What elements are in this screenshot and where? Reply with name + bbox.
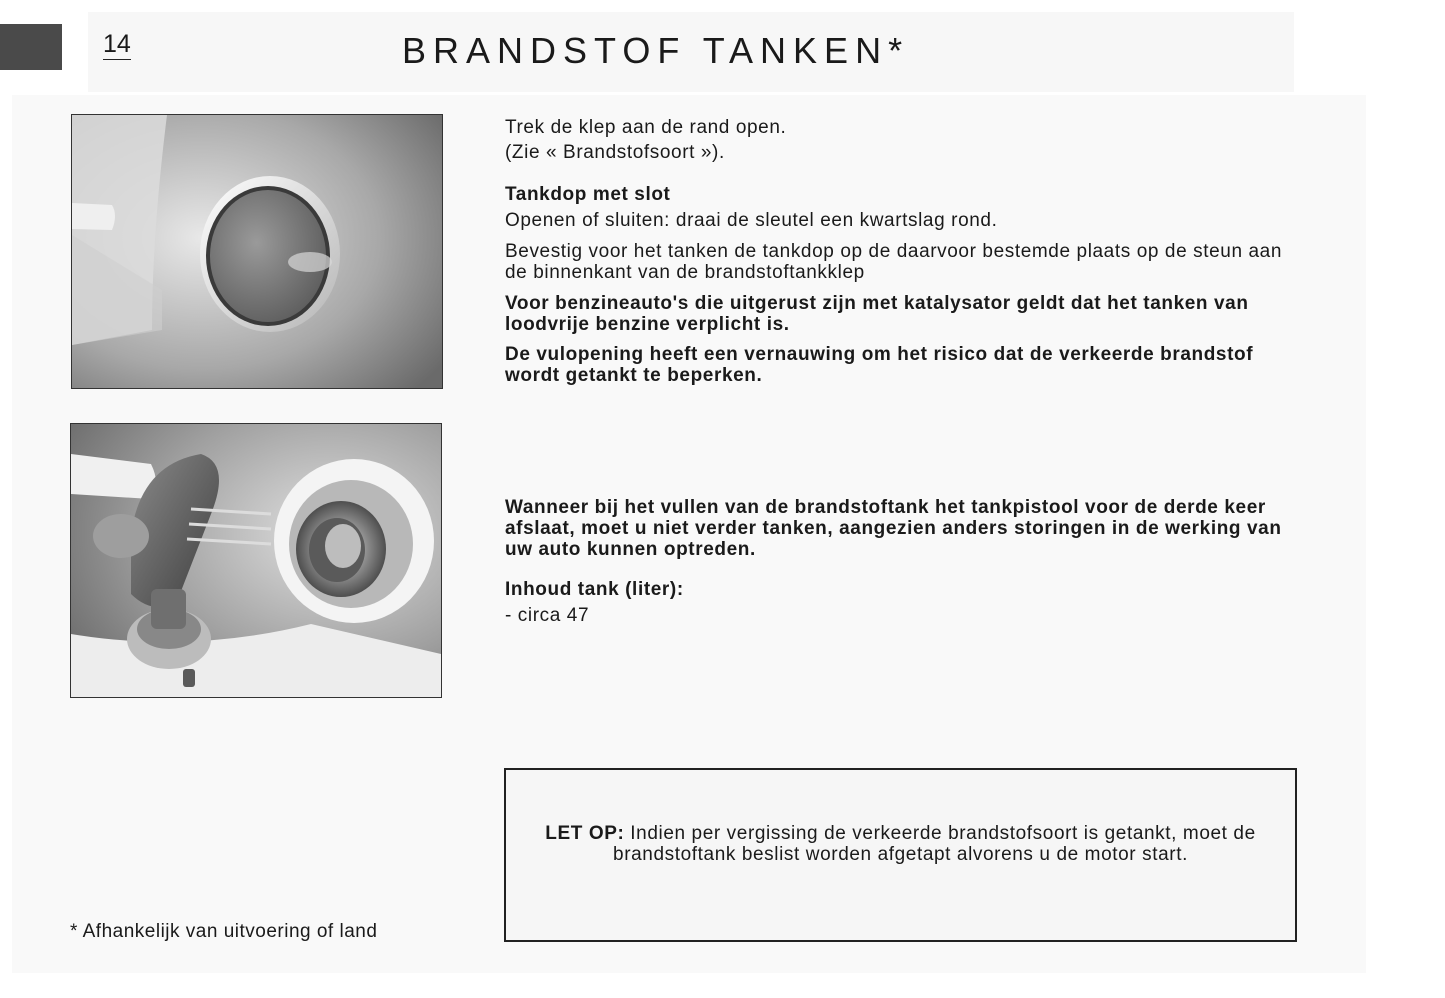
caution-label: LET OP: xyxy=(545,823,625,844)
capacity-heading: Inhoud tank (liter): xyxy=(505,579,684,600)
capacity-value: - circa 47 xyxy=(505,605,590,626)
footnote: * Afhankelijk van uitvoering of land xyxy=(70,921,378,942)
warning-catalyst: Voor benzineauto's die uitgerust zijn met katalysator geldt dat het tanken van loodvrije benzine verplicht is. xyxy=(505,293,1249,335)
fuel-flap-open-figure xyxy=(70,423,442,698)
section1-paragraph-1: Openen of sluiten: draai de sleutel een kwartslag rond. xyxy=(505,210,998,231)
corner-tab xyxy=(0,24,62,70)
caution-text xyxy=(526,823,1275,865)
intro-line-2: (Zie « Brandstofsoort »). xyxy=(505,142,725,163)
fuel-flap-closed-illustration-icon xyxy=(72,115,442,388)
intro-line-1: Trek de klep aan de rand open. xyxy=(505,117,787,138)
intro-block xyxy=(505,117,1297,163)
fuel-flap-closed-figure xyxy=(71,114,443,389)
section1-paragraph-2: Bevestig voor het tanken de tankdop op de daarvoor bestemde plaats op de steun aan de binnenkant van de brandstoftankklep xyxy=(505,241,1282,283)
fuel-flap-open-with-cap-illustration-icon xyxy=(71,424,441,697)
section1-heading: Tankdop met slot xyxy=(505,184,671,205)
caution-box xyxy=(504,768,1297,942)
warning-filler-neck: De vulopening heeft een vernauwing om het risico dat de verkeerde brandstof wordt getankt te beperken. xyxy=(505,344,1254,386)
page-title: BRANDSTOF TANKEN* xyxy=(402,30,910,71)
warning-refuel-stop: Wanneer bij het vullen van de brandstoftank het tankpistool voor de derde keer afslaat, moet u niet verder tanken, aangezien anders storingen in de werking van uw auto kunnen optreden. xyxy=(505,497,1282,560)
page-number: 14 xyxy=(103,30,131,58)
caution-body: Indien per vergissing de verkeerde brandstofsoort is getankt, moet de brandstoftank beslist worden afgetapt alvorens u de motor start. xyxy=(613,823,1256,865)
